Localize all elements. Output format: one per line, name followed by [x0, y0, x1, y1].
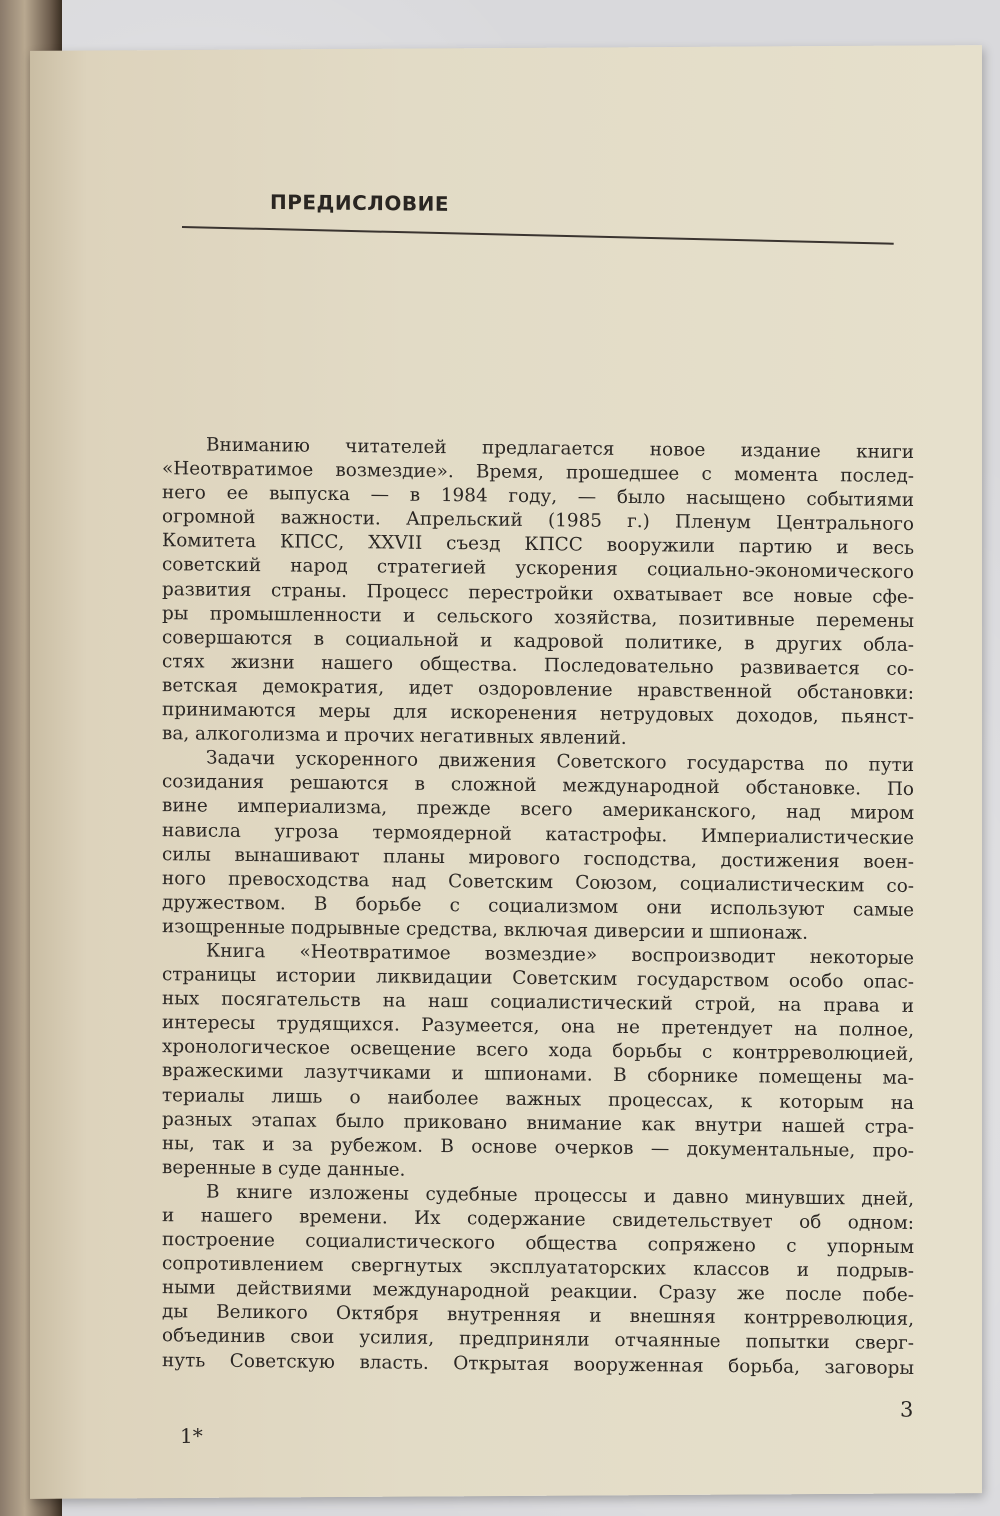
paragraph	[162, 939, 914, 1188]
text-line: ры промышленности и сельского хозяйства, позитивные перемены	[162, 602, 914, 632]
text-line: ва, алкоголизма и прочих негативных явлений.	[162, 723, 627, 750]
text-line: «Неотвратимое возмездие». Время, прошедшее с момента послед-	[162, 458, 914, 488]
text-line: изощренные подрывные средства, включая диверсии и шпионаж.	[162, 915, 808, 944]
text-line: Задачи ускоренного движения Советского государства по пути	[206, 747, 914, 777]
text-line: териалы лишь о наиболее важных процессах, к которым на	[162, 1084, 914, 1114]
book-page	[30, 45, 982, 1499]
text-line: принимаются меры для искоренения нетрудовых доходов, пьянст-	[162, 699, 914, 729]
body-text	[162, 433, 914, 1381]
text-line: и нашего времени. Их содержание свидетельствует об одном:	[162, 1205, 914, 1234]
heading-rule	[182, 226, 894, 245]
text-line: страницы истории ликвидации Советским государством особо опас-	[162, 964, 914, 994]
text-line: огромной важности. Апрельский (1985 г.) Пленум Центрального	[162, 506, 914, 536]
text-line: стях жизни нашего общества. Последовательно развивается со-	[162, 650, 914, 680]
page-number: 3	[900, 1397, 914, 1422]
text-line: дружеством. В борьбе с социализмом они используют самые	[162, 891, 914, 921]
text-line: Вниманию читателей предлагается новое издание книги	[206, 434, 914, 463]
signature-mark: 1*	[180, 1423, 203, 1448]
text-line: В книге изложены судебные процессы и давно минувших дней,	[206, 1181, 914, 1210]
text-line: развития страны. Процесс перестройки охватывает все новые сфе-	[162, 578, 914, 608]
text-line: нависла угроза термоядерной катастрофы. Империалистические	[162, 819, 914, 849]
text-line: ветская демократия, идет оздоровление нравственной обстановки:	[162, 675, 914, 704]
text-line: него ее выпуска — в 1984 году, — было насыщено событиями	[162, 482, 914, 512]
paragraph	[162, 433, 914, 754]
text-line: вражескими лазутчиками и шпионами. В сборнике помещены ма-	[162, 1060, 914, 1090]
text-line: объединив свои усилия, предприняли отчаянные попытки сверг-	[162, 1325, 914, 1355]
text-line: силы вынашивают планы мирового господства, достижения воен-	[162, 843, 914, 873]
text-line: Книга «Неотвратимое возмездие» воспроизводит некоторые	[206, 940, 914, 969]
text-line: нуть Советскую власть. Открытая вооруженная борьба, заговоры	[162, 1349, 914, 1379]
text-line: вине империализма, прежде всего американского, над миром	[162, 795, 914, 825]
text-line: советский народ стратегией ускорения социально-экономического	[162, 554, 914, 584]
text-line: ными действиями международной реакции. Сразу же после побе-	[162, 1277, 914, 1307]
text-line: хронологическое освещение всего хода борьбы с контрреволюцией,	[162, 1036, 914, 1066]
text-line: веренные в суде данные.	[162, 1156, 406, 1181]
text-line: созидания решаются в сложной международной обстановке. По	[162, 771, 914, 801]
text-line: ны, так и за рубежом. В основе очерков — документальные, про-	[162, 1132, 914, 1162]
paragraph	[162, 746, 914, 947]
text-line: совершаются в социальной и кадровой политике, в других обла-	[162, 626, 914, 656]
text-line: разных этапах было приковано внимание как внутри нашей стра-	[162, 1108, 914, 1138]
text-line: сопротивлением свергнутых эксплуататорских классов и подрыв-	[162, 1253, 914, 1283]
text-line: ных посягательств на наш социалистический строй, на права и	[162, 988, 914, 1018]
paragraph	[162, 1180, 914, 1381]
text-line: ного превосходства над Советским Союзом, социалистическим со-	[162, 867, 914, 897]
text-line: интересы трудящихся. Разумеется, она не претендует на полное,	[162, 1012, 914, 1042]
page-heading: ПРЕДИСЛОВИЕ	[270, 189, 450, 216]
text-line: ды Великого Октября внутренняя и внешняя контрреволюция,	[162, 1301, 914, 1331]
text-line: построение социалистического общества сопряжено с упорным	[162, 1229, 914, 1259]
text-line: Комитета КПСС, XXVII съезд КПСС вооружили партию и весь	[162, 530, 914, 560]
